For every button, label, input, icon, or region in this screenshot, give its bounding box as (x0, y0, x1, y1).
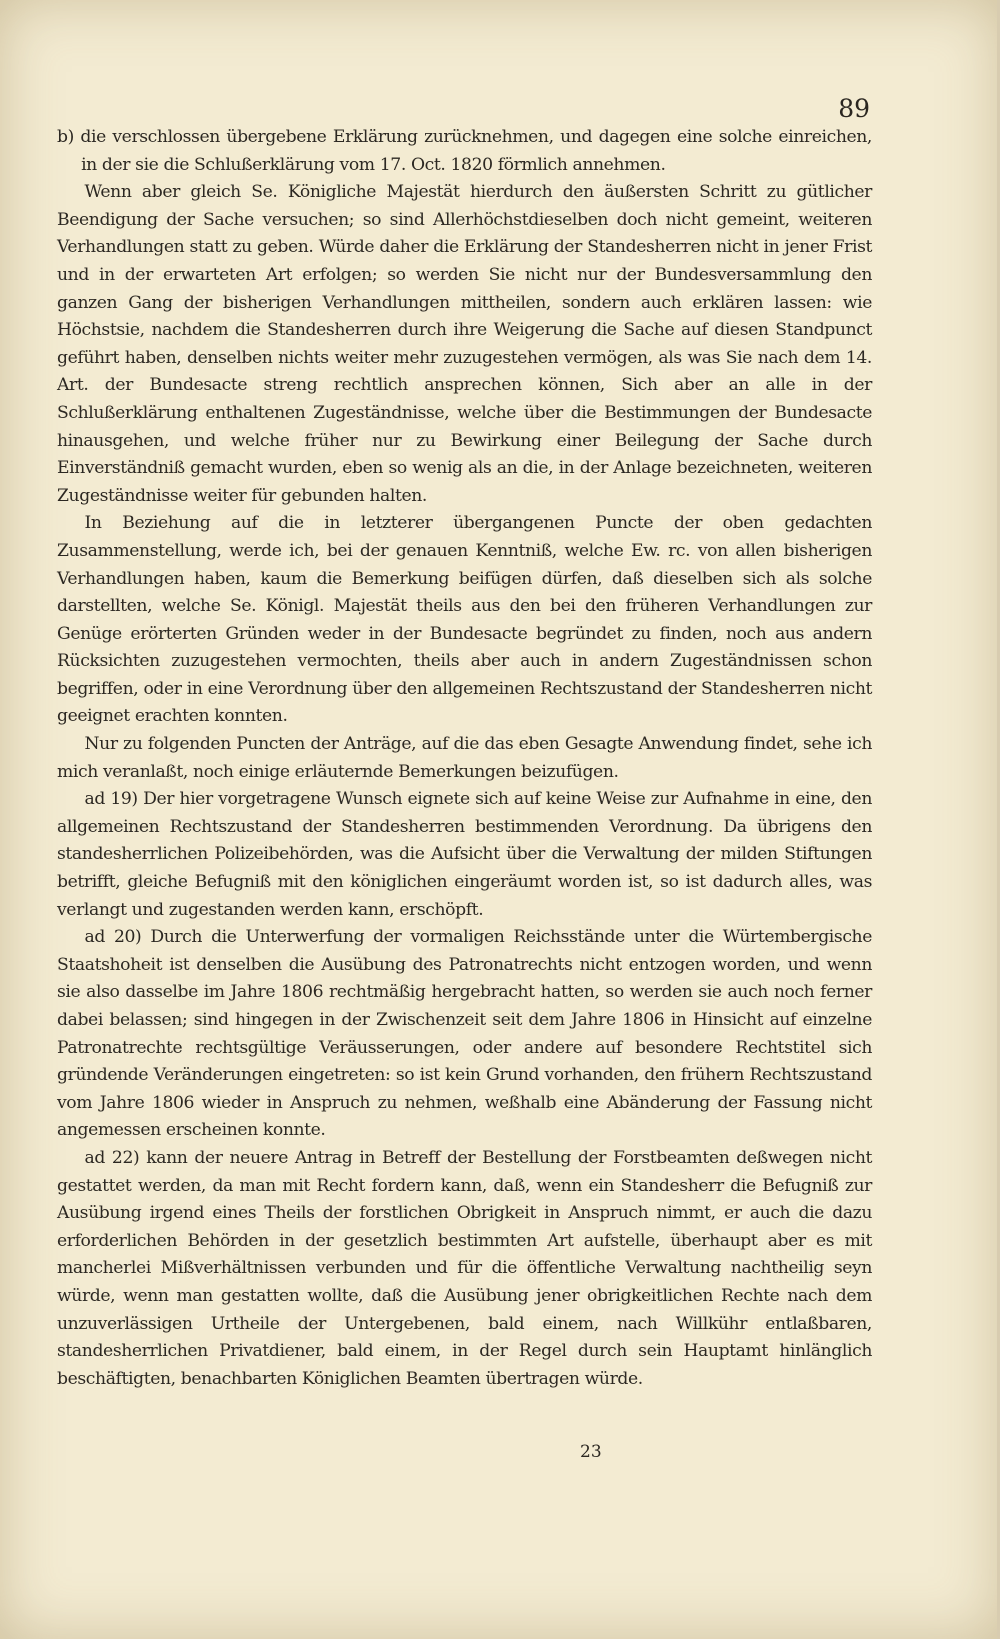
paragraph-b-item: b) die verschlossen übergebene Erklärung zurücknehmen, und dagegen eine solche einreichen, in der sie die Schlußerklärung vom 17. Oct. 1820 förmlich annehmen. (57, 127, 872, 175)
paragraph-royal-decision: Wenn aber gleich Se. Königliche Majestät hierdurch den äußersten Schritt zu gütlicher Beendigung der Sache versuchen; so sind Allerhöchstdieselben doch nicht gemeint, weiteren Verhandlungen statt zu geben. Würde daher die Erklärung der Standesherren nicht in jener Frist und in der erwarteten Art erfolgen; so werden Sie nicht nur der Bundesversammlung den ganzen Gang der bisherigen Verhandlungen mittheilen, sondern auch erklären lassen: wie Höchstsie, nachdem die Standesherren durch ihre Weigerung die Sache auf diesen Standpunct geführt haben, denselben nichts weiter mehr zuzugestehen vermögen, als was Sie nach dem 14. Art. der Bundesacte streng rechtlich ansprechen können, Sich aber an alle in der Schlußerklärung enthaltenen Zugeständnisse, welche über die Bestimmungen der Bundesacte hinausgehen, und welche früher nur zu Bewirkung einer Beilegung der Sache durch Einverständniß gemacht wurden, eben so wenig als an die, in der Anlage bezeichneten, weiteren Zugeständnisse weiter für gebunden halten. (57, 182, 872, 506)
paragraph-ad-19: ad 19) Der hier vorgetragene Wunsch eignete sich auf keine Weise zur Aufnahme in eine, den allgemeinen Rechtszustand der Standesherren bestimmenden Verordnung. Da übrigens den standesherrlichen Polizeibehörden, was die Aufsicht über die Verwaltung der milden Stiftungen betrifft, gleiche Befugniß mit den königlichen eingeräumt worden ist, so ist dadurch alles, was verlangt und zugestanden werden kann, erschöpft. (57, 789, 872, 920)
signature-mark: 23 (580, 1442, 602, 1462)
paragraph-ad-22: ad 22) kann der neuere Antrag in Betreff der Bestellung der Forstbeamten deßwegen nicht gestattet werden, da man mit Recht fordern kann, daß, wenn ein Standesherr die Befugniß zur Ausübung irgend eines Theils der forstlichen Obrigkeit in Anspruch nimmt, er auch die dazu erforderlichen Behörden in der gesetzlich bestimmten Art aufstelle, überhaupt aber es mit mancherlei Mißverhältnissen verbunden und für die öffentliche Verwaltung nachtheilig seyn würde, wenn man gestatten wollte, daß die Ausübung jener obrigkeitlichen Rechte nach dem unzuverlässigen Urtheile der Untergebenen, bald einem, nach Willkühr entlaßbaren, standesherrlichen Privatdiener, bald einem, in der Regel durch sein Hauptamt hinlänglich beschäftigten, benachbarten Königlichen Beamten übertragen würde. (57, 1147, 872, 1389)
body-text (57, 124, 872, 1393)
paragraph-following-points: Nur zu folgenden Puncten der Anträge, auf die das eben Gesagte Anwendung findet, sehe ich mich veranlaßt, noch einige erläuternde Bemerkungen beizufügen. (57, 734, 872, 782)
paragraph-ad-20: ad 20) Durch die Unterwerfung der vormaligen Reichsstände unter die Würtembergische Staatshoheit ist denselben die Ausübung des Patronatrechts nicht entzogen worden, und wenn sie also dasselbe im Jahre 1806 rechtmäßig hergebracht hatten, so werden sie auch noch ferner dabei belassen; sind hingegen in der Zwischenzeit seit dem Jahre 1806 in Hinsicht auf einzelne Patronatrechte rechtsgültige Veräusserungen, oder andere auf besondere Rechtstitel sich gründende Veränderungen eingetreten: so ist kein Grund vorhanden, den frühern Rechtszustand vom Jahre 1806 wieder in Anspruch zu nehmen, weßhalb eine Abänderung der Fassung nicht angemessen erscheinen konnte. (57, 927, 872, 1141)
page-number: 89 (838, 94, 870, 123)
paragraph-omitted-points: In Beziehung auf die in letzterer übergangenen Puncte der oben gedachten Zusammenstellung, werde ich, bei der genauen Kenntniß, welche Ew. rc. von allen bisherigen Verhandlungen haben, kaum die Bemerkung beifügen dürfen, daß dieselben sich als solche darstellten, welche Se. Königl. Majestät theils aus den bei den früheren Verhandlungen zur Genüge erörterten Gründen weder in der Bundesacte begründet zu finden, noch aus andern Rücksichten zuzugestehen vermochten, theils aber auch in andern Zugeständnissen schon begriffen, oder in eine Verordnung über den allgemeinen Rechtszustand der Standesherren nicht geeignet erachten konnten. (57, 513, 872, 727)
